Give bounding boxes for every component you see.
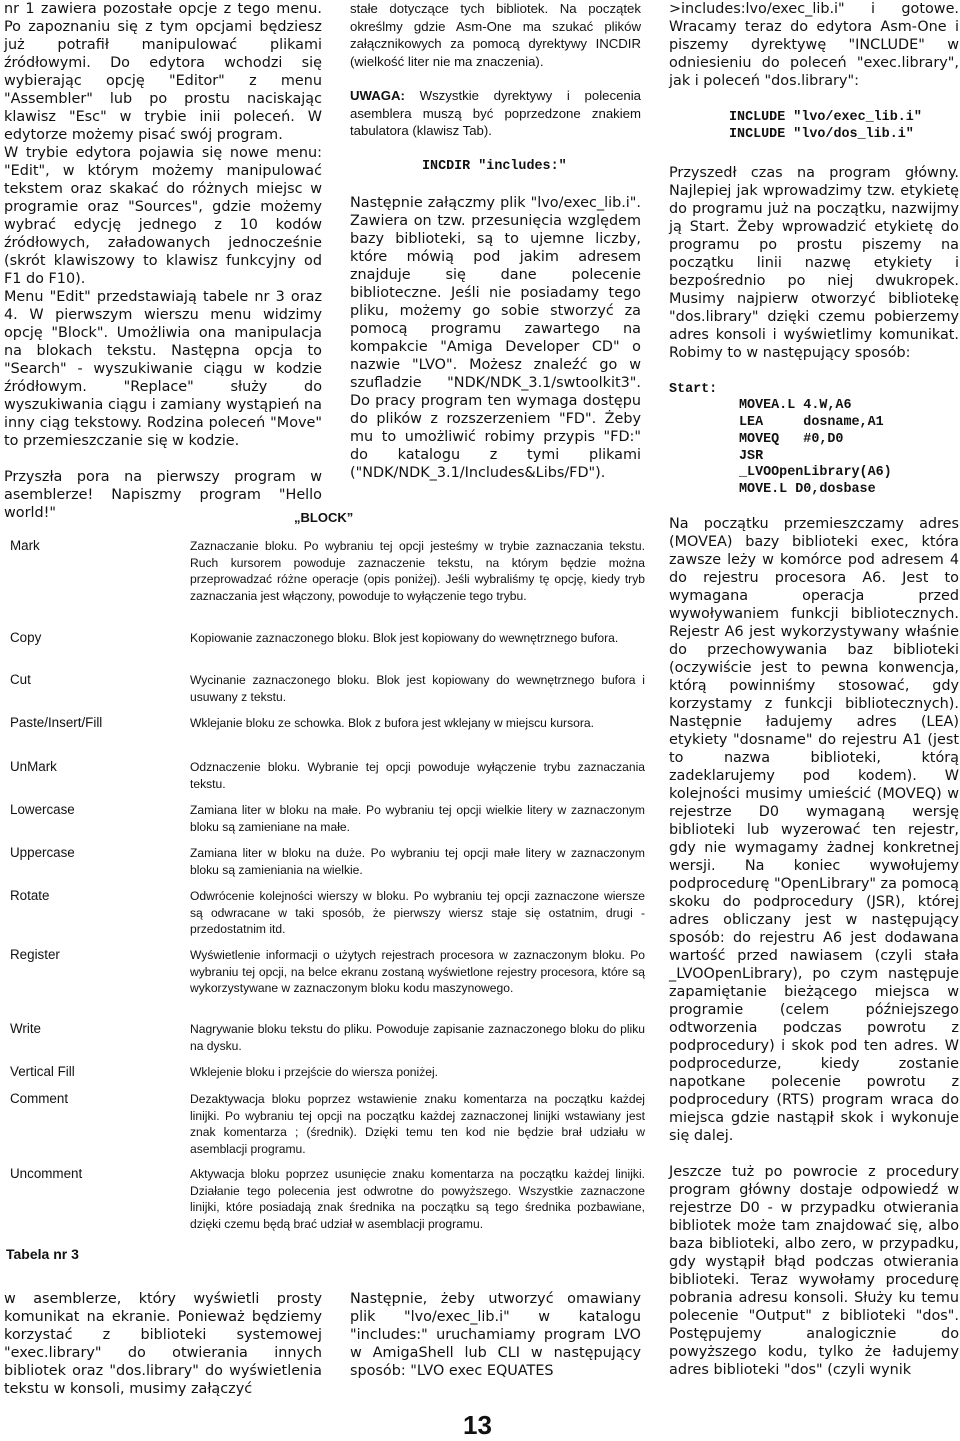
column-2	[350, 0, 641, 482]
warning-label: UWAGA:	[350, 88, 405, 103]
table-cell-description: Zamiana liter w bloku na małe. Po wybraniu tej opcji wielkie litery w zaznaczonym bloku są zamieniane na małe.	[190, 803, 645, 834]
paragraph: Przyszła pora na pierwszy program w asemblerze! Napiszmy program "Hello world!"	[4, 469, 322, 521]
paragraph: Następnie załączmy plik "lvo/exec_lib.i". Zawiera on tzw. przesunięcia względem bazy biblioteki, są to ujemne liczby, które mówią pod jakim adresem znajduje się dane polecenie biblioteczne. Jeśli nie posiadamy tego pliku, możemy go sobie stworzyć za pomocą programu zawartego na kompakcie "Amiga Developer CD" o nazwie "LVO". Możesz znaleźć go w szufladzie "NDK/NDK_3.1/swtoolkit3". Do pracy program ten wymaga dostępu do plików z rozszerzeniem "FD". Żeby mu to umożliwić robimy przypis "FD:" do katalogu z tymi plikami ("NDK/NDK_3.1/Includes&Libs/FD").	[350, 195, 641, 482]
paragraph: w asemblerze, który wyświetli prosty komunikat na ekranie. Ponieważ będziemy korzystać z biblioteki systemowej "exec.library" do otwierania innych bibliotek oraz "dos.library" do wyświetlenia tekstu w konsoli, musimy załączyć	[4, 1291, 322, 1397]
table-cell-option: Copy	[10, 630, 42, 645]
paragraph: stałe dotyczące tych bibliotek. Na początek określmy gdzie Asm-One ma szukać plików załącznikowych za pomocą dyrektywy INCDIR (wielkość liter nie ma znaczenia).	[350, 1, 641, 69]
code-instructions: MOVEA.L 4.W,A6 LEA dosname,A1 MOVEQ #0,D0 JSR _LVOOpenLibrary(A6) MOVE.L D0,dosbase	[739, 398, 892, 497]
table-cell-option: Mark	[10, 538, 40, 553]
table-cell-option: Cut	[10, 672, 31, 687]
table-cell-description: Kopiowanie zaznaczonego bloku. Blok jest kopiowany do wewnętrznego bufora.	[190, 631, 619, 645]
paragraph: Na początku przemieszczamy adres (MOVEA) bazy biblioteki exec, która zawsze leży w komórce pod adresem 4 do rejestru procesora A6. Jest to wymagana operacja przed wywoływaniem funkcji bibliotecznych. Rejestr A6 jest wykorzystywany właśnie do przechowywania baz biblioteki (oczywiście jest to pewna konwencja, którą powinniśmy stosować, gdy korzystamy z funkcji bibliotecznych). Następnie ładujemy adres (LEA) etykiety "dosname" do rejestru A1 (jest to nazwa biblioteki, którą zadeklarujemy pod kodem). W kolejności musimy umieścić (MOVEQ) w rejestrze D0 wymaganą wersję biblioteki lub wyzerować ten rejestr, gdy nie wymagamy żadnej konkretnej wersji. Na koniec wywołujemy podprocedurę "OpenLibrary" za pomocą skoku do podprocedury (JSR), której adres obliczany jest w następujący sposób: do rejestru A6 jest dodawana wartość przed nawiasem (czyli stała _LVOOpenLibrary), po czym następuje zapamiętanie bieżącego miejsca w programie (celem późniejszego odtworzenia podczas powrotu z podprocedury) i skok pod ten adres. W podprocedurze, kiedy zostanie napotkane polecenie powrotu z podprocedury (RTS) program wraca do miejsca gdzie nastąpił skok i wykonuje się dalej.	[669, 516, 959, 1145]
paragraph: Następnie, żeby utworzyć omawiany plik "lvo/exec_lib.i" w katalogu "includes:" uruchamiamy program LVO w AmigaShell lub CLI w następujący sposób: "LVO exec EQUATES	[350, 1291, 641, 1379]
column-3	[669, 0, 959, 1379]
table-cell-description: Dezaktywacja bloku poprzez wstawienie znaku komentarza na początku każdej linijki. Po wybraniu tej opcji na początku każdej zaznaczonej linijki wstawiany jest znak komentarza ; (średnik). Dzięki temu ten kod nie będzie brał udziału w asemblacji programu.	[190, 1092, 645, 1156]
table-cell-description: Odznaczenie bloku. Wybranie tej opcji powoduje wyłączenie trybu zaznaczania tekstu.	[190, 760, 645, 791]
column-1-continued	[4, 1290, 322, 1398]
table-cell-option: Uppercase	[10, 845, 75, 860]
table-title: „BLOCK”	[294, 510, 354, 525]
paragraph: W trybie edytora pojawia się nowe menu: "Edit", w którym możemy manipulować tekstem oraz skakać do różnych miejsc w programie oraz "Sources", gdzie możemy wybrać edycję jednego z 10 kodów źródłowych, załadowanych jednocześnie (skrót klawiszowy to klawisz funkcyjny od F1 do F10).	[4, 145, 322, 287]
warning-note	[350, 87, 641, 140]
table-cell-option: Lowercase	[10, 802, 75, 817]
code-block-start	[669, 382, 959, 497]
table-cell-description: Zamiana liter w bloku na duże. Po wybraniu tej opcji małe litery w zaznaczonym bloku są zamieniania na wielkie.	[190, 846, 645, 877]
page-number: 13	[463, 1410, 492, 1440]
table-cell-option: Rotate	[10, 888, 50, 903]
paragraph: Jeszcze tuż po powrocie z procedury program główny dostaje odpowiedź w rejestrze D0 - w przypadku otwierania bibliotek może tam znajdować się, albo baza biblioteki, albo zero, w przypadku, gdy wystąpił błąd podczas otwierania biblioteki. Teraz wywołamy procedurę pobrania adresu konsoli. Służy ku temu polecenie "Output" z biblioteki "dos". Postępujemy analogicznie do powyższego kodu, tylko że ładujemy adres biblioteki "dos" (czyli wynik	[669, 1164, 959, 1379]
table-cell-option: Comment	[10, 1091, 69, 1106]
paragraph: Przyszedł czas na program główny. Najlepiej jak wprowadzimy tzw. etykietę do programu już na początku, nazwijmy ją Start. Żeby wprowadzić etykietę do programu po prostu piszemy na początku linii nazwę etykiety i bezpośrednio po niej dwukropek. Musimy najpierw otworzyć bibliotekę "dos.library" dzięki czemu pobierzemy adres konsoli i wyświetlimy komunikat. Robimy to w następujący sposób:	[669, 165, 959, 362]
paragraph: >includes:lvo/exec_lib.i" i gotowe. Wracamy teraz do edytora Asm-One i piszemy dyrektywę "INCLUDE" w odniesieniu do poleceń "exec.library", jak i poleceń "dos.library":	[669, 1, 959, 89]
table-caption: Tabela nr 3	[6, 1246, 79, 1262]
table-cell-option: UnMark	[10, 759, 57, 774]
column-1	[4, 0, 322, 522]
code-includes: INCLUDE "lvo/exec_lib.i" INCLUDE "lvo/dos_lib.i"	[729, 110, 922, 142]
warning-text: Wszystkie dyrektywy i polecenia asemblera muszą być poprzedzone znakiem tabulatora (klawisz Tab).	[350, 88, 641, 138]
table-cell-description: Odwrócenie kolejności wierszy w bloku. Po wybraniu tej opcji zaznaczone wiersze są odwracane w taki sposób, że pierwszy wiersz staje się ostatnim, drugi - przedostatnim itd.	[190, 889, 645, 937]
table-cell-description: Wklejenie bloku i przejście do wiersza poniżej.	[190, 1065, 439, 1079]
table-cell-option: Vertical Fill	[10, 1064, 75, 1079]
table-cell-description: Zaznaczanie bloku. Po wybraniu tej opcji jesteśmy w trybie zaznaczania tekstu. Ruch kursorem powoduje zaznaczenie tekstu, na którym będzie można przeprowadzać różne operacje (opis poniżej). Jeśli wybraliśmy tę opcję, kiedy tryb zaznaczania jest włączony, powoduje to wyłączenie tego trybu.	[190, 539, 645, 603]
table-cell-option: Register	[10, 947, 60, 962]
table-cell-description: Wklejanie bloku ze schowka. Blok z bufora jest wklejany w miejscu kursora.	[190, 716, 594, 730]
table-cell-description: Aktywacja bloku poprzez usunięcie znaku komentarza na początku każdej linijki. Działanie tego polecenia jest odwrotne do powyższego. Wszystkie zaznaczone linijki, które posiadają znak średnika na początku są tego średnika pozbawiane, dzięki czemu będą brać udział w asemblacji programu.	[190, 1167, 645, 1231]
table-cell-option: Uncomment	[10, 1166, 83, 1181]
code-label-start: Start:	[669, 382, 718, 398]
table-cell-description: Wyświetlenie informacji o użytych rejestrach procesora w zaznaczonym bloku. Po wybraniu tej opcji, na belce ekranu zostaną wyświetlone rejestry procesora, które są wykorzystywane w zaznaczonym bloku kodu maszynowego.	[190, 948, 645, 996]
table-cell-description: Wycinanie zaznaczonego bloku. Blok jest kopiowany do wewnętrznego bufora i usuwany z tekstu.	[190, 673, 645, 704]
paragraph: Menu "Edit" przedstawiają tabele nr 3 oraz 4. W pierwszym wierszu menu widzimy opcję "Block". Umożliwia ona manipulacja na blokach tekstu. Następna opcja to "Search" - wyszukiwanie ciągu w kodzie źródłowym. "Replace" służy do wyszukiwania ciągu i zamiany wystąpień na inny ciąg tekstowy. Rodzina poleceń "Move" to przemieszczanie się w kodzie.	[4, 289, 322, 449]
table-cell-description: Nagrywanie bloku tekstu do pliku. Powoduje zapisanie zaznaczonego bloku do pliku na dysku.	[190, 1022, 645, 1053]
column-2-continued	[350, 1290, 641, 1380]
table-cell-option: Paste/Insert/Fill	[10, 715, 103, 730]
table-cell-option: Write	[10, 1021, 41, 1036]
paragraph: nr 1 zawiera pozostałe opcje z tego menu. Po zapoznaniu się z tym opcjami będziesz już potrafił manipulować plikami źródłowymi. Do edytora wchodzi się wybierając opcję "Editor" z menu "Assembler" lub po prostu naciskając klawisz "Esc" w trybie inii poleceń. W edytorze możemy pisać swój program.	[4, 1, 322, 143]
code-incdir: INCDIR "includes:"	[422, 158, 567, 174]
